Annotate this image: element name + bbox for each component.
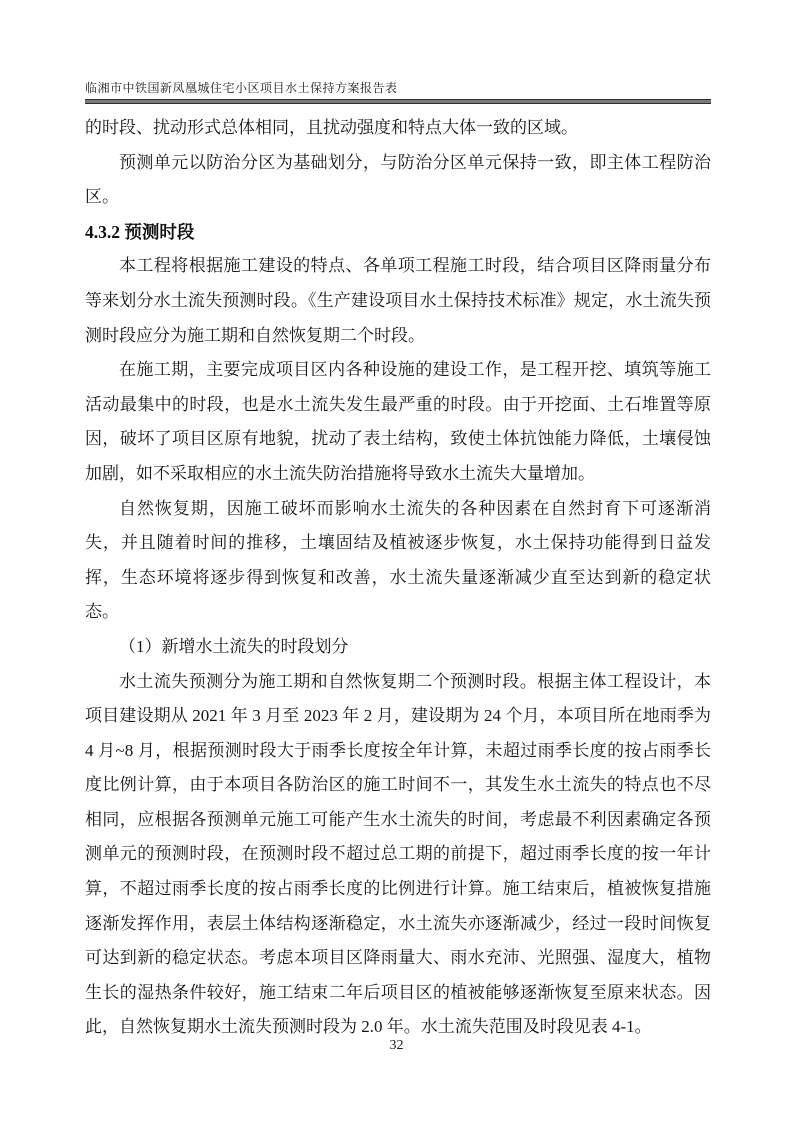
paragraph-natural-recovery: 自然恢复期，因施工破坏而影响水土流失的各种因素在自然封育下可逐渐消失，并且随着时间的推移，土壤固结及植被逐步恢复，水土保持功能得到日益发挥，生态环境将逐步得到恢复和改善，水土流失量逐渐减少直至达到新的稳定状态。	[85, 498, 711, 622]
page-number: 32	[389, 1038, 404, 1053]
paragraph-prediction-unit: 预测单元以防治分区为基础划分，与防治分区单元保持一致，即主体工程防治区。	[85, 152, 711, 207]
page-footer	[0, 1036, 793, 1055]
section-heading: 4.3.2 预测时段	[85, 221, 195, 242]
list-item-new-soil-loss-division: （1）新增水土流失的时段划分	[119, 636, 349, 656]
paragraph-overview: 本工程将根据施工建设的特点、各单项工程施工时段，结合项目区降雨量分布等来划分水土流失预测时段。《生产建设项目水土保持技术标准》规定，水土流失预测时段应分为施工期和自然恢复期二个时段。	[85, 256, 711, 345]
paragraph-time-division-detail: 水土流失预测分为施工期和自然恢复期二个预测时段。根据主体工程设计，本项目建设期从 2021 年 3 月至 2023 年 2 月，建设期为 24 个月，本项目所在地雨季为 4 月~8 月，根据预测时段大于雨季长度按全年计算，未超过雨季长度的按占雨季长度比例计算，由于本项目各防治区的施工时间不一，其发生水土流失的特点也不尽相同，应根据各预测单元施工可能产生水土流失的时间，考虑最不利因素确定各预测单元的预测时段，在预测时段不超过总工期的前提下，超过雨季长度的按一年计算，不超过雨季长度的按占雨季长度的比例进行计算。施工结束后，植被恢复措施逐渐发挥作用，表层土体结构逐渐稳定，水土流失亦逐渐减少，经过一段时间恢复可达到新的稳定状态。考虑本项目区降雨量大、雨水充沛、光照强、湿度大，植物生长的湿热条件较好，施工结束二年后项目区的植被能够逐渐恢复至原来状态。因此，自然恢复期水土流失预测时段为 2.0 年。水土流失范围及时段见表 4-1。	[85, 671, 711, 1037]
paragraph-continuation: 的时段、扰动形式总体相同，且扰动强度和特点大体一致的区域。	[85, 118, 578, 137]
paragraph-construction-period: 在施工期，主要完成项目区内各种设施的建设工作，是工程开挖、填筑等施工活动最集中的时段，也是水土流失发生最严重的时段。由于开挖面、土石堆置等原因，破坏了项目区原有地貌，扰动了表土结构，致使土体抗蚀能力降低，土壤侵蚀加剧，如不采取相应的水土流失防治措施将导致水土流失大量增加。	[85, 360, 711, 483]
page-header	[85, 81, 711, 104]
header-rule	[85, 99, 711, 104]
header-title: 临湘市中铁国新凤凰城住宅小区项目水土保持方案报告表	[85, 81, 398, 95]
document-body	[85, 111, 711, 1045]
